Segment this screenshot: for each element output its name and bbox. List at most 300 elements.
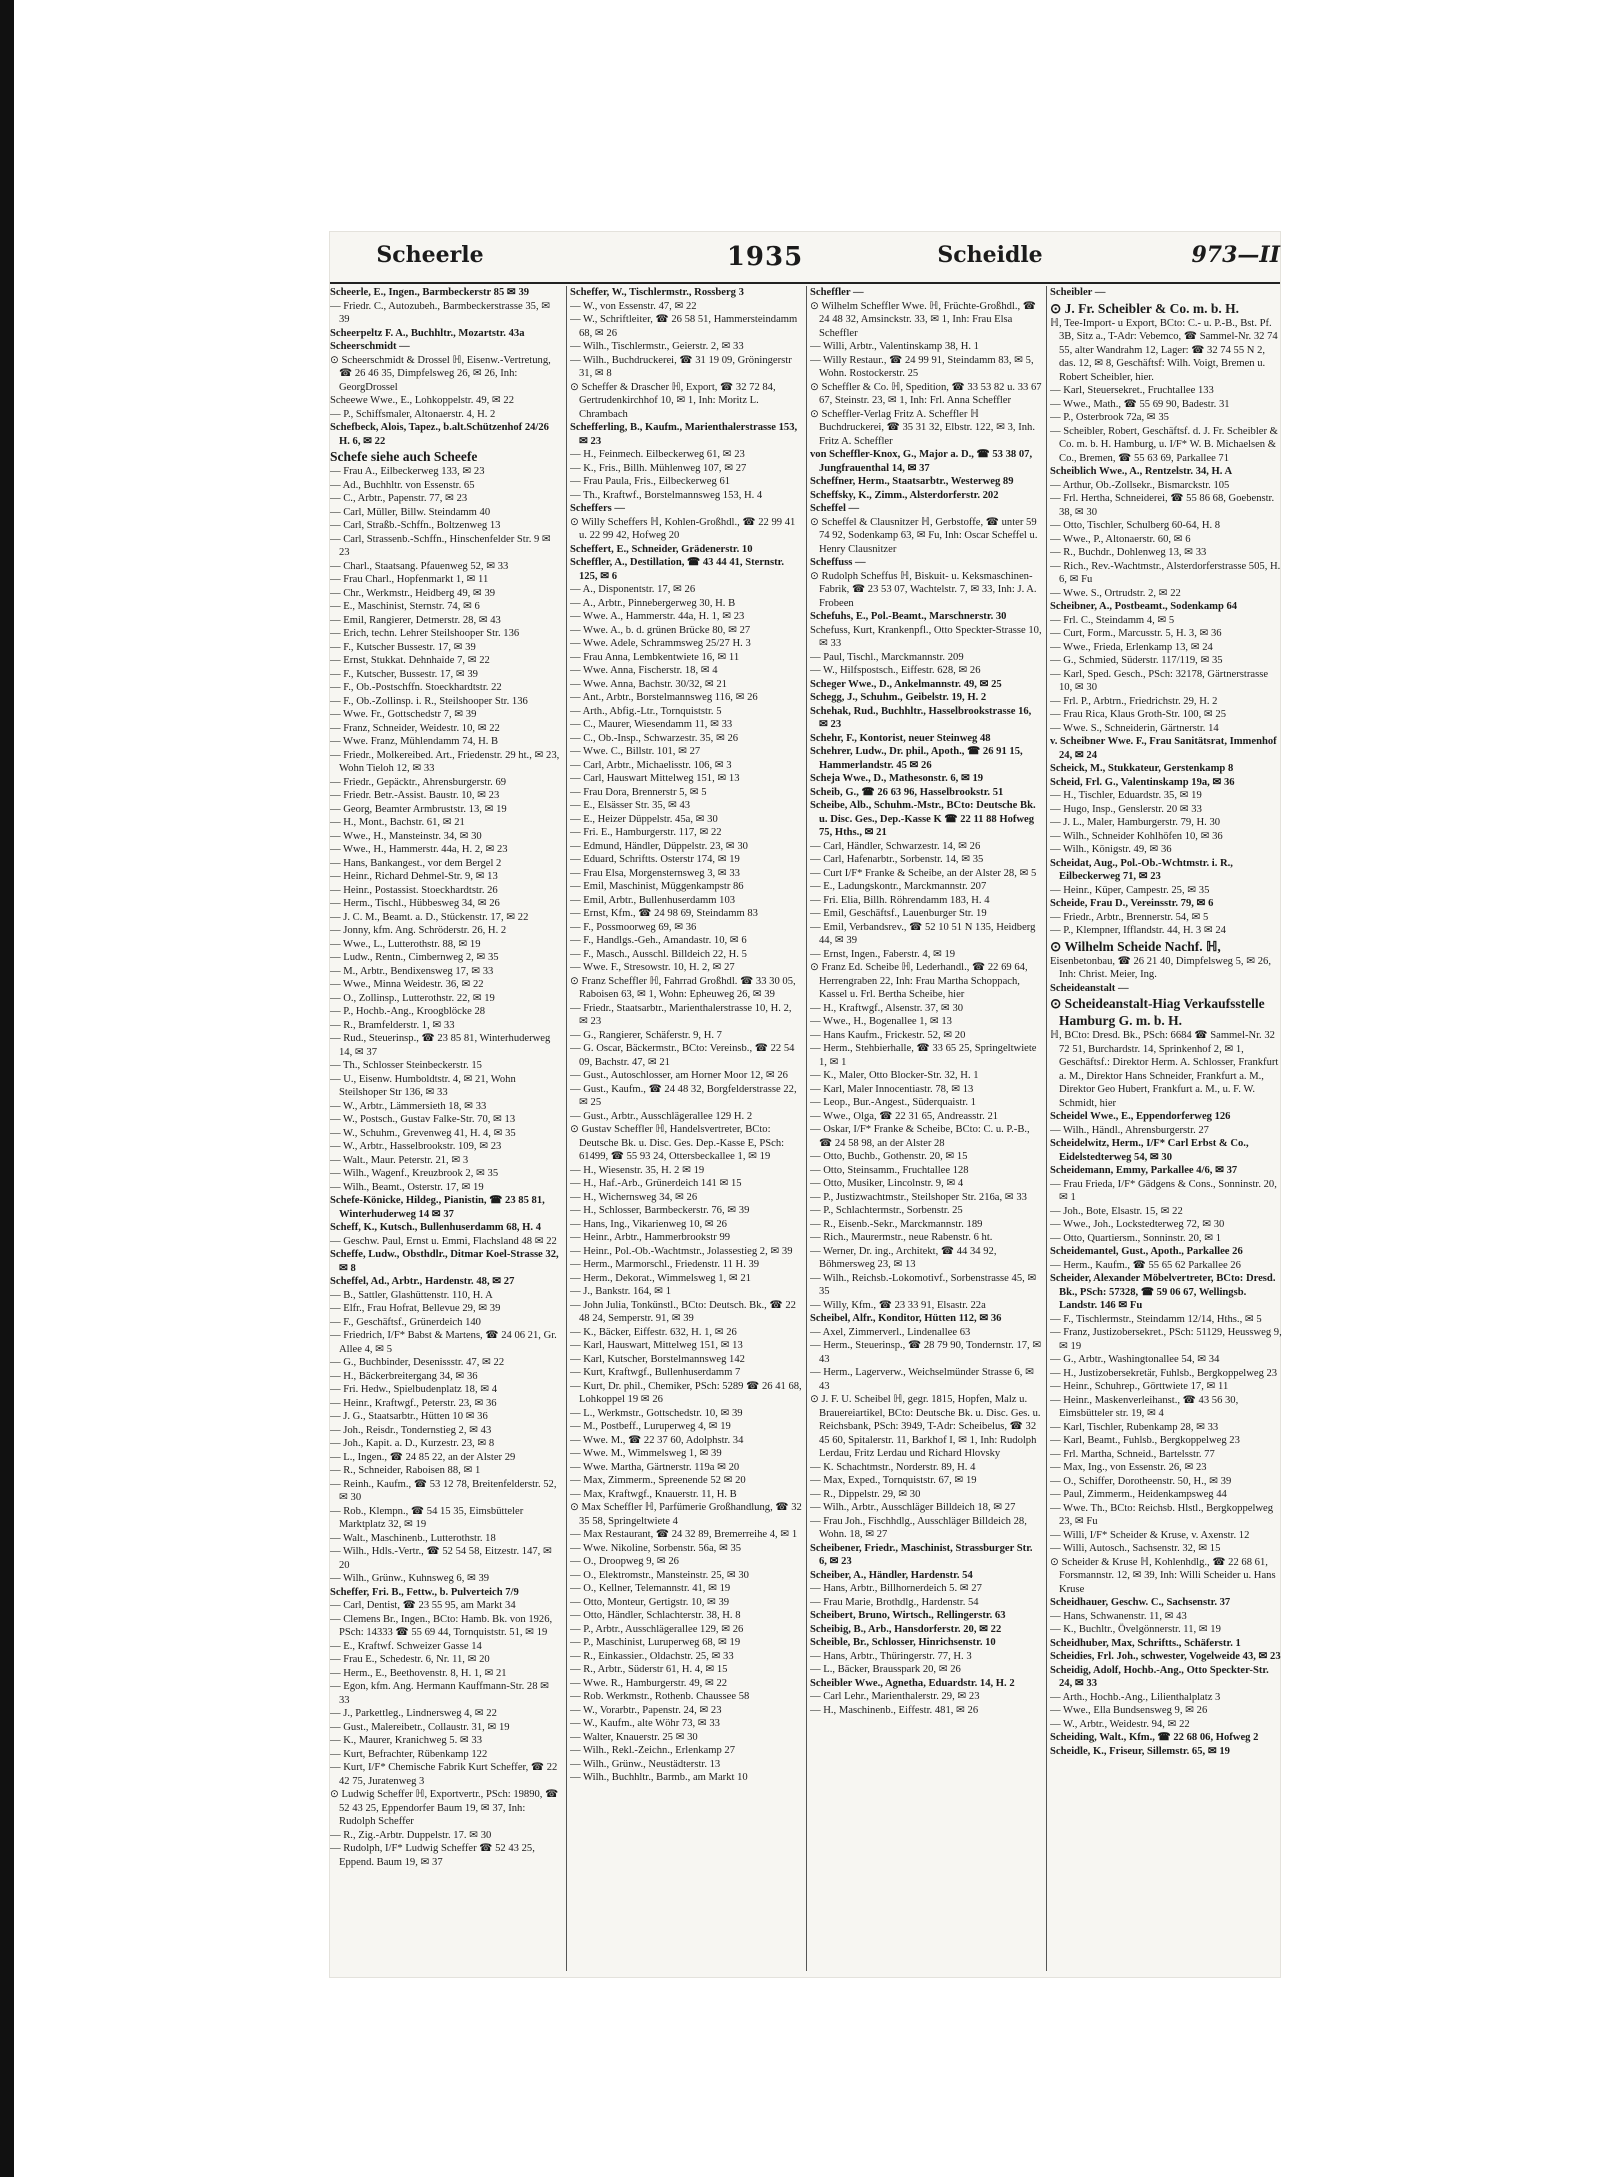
directory-entry: Scheibert, Bruno, Wirtsch., Rellingerstr. 63 [810,1610,1006,1621]
directory-entry: — Reinh., Kaufm., ☎ 53 12 78, Breitenfelderstr. 52, ✉ 30 [330,1478,557,1503]
directory-entry: — Heinr., Arbtr., Hammerbrookstr 99 [570,1232,731,1243]
directory-entry: — Heinr., Richard Dehmel-Str. 9, ✉ 13 [330,871,498,882]
directory-entry: — Wwe. A., Hammerstr. 44a, H. 1, ✉ 23 [570,611,745,622]
directory-entry: — Herm., Lagerverw., Weichselmünder Strasse 6, ✉ 43 [810,1367,1034,1392]
directory-entry: — Wilh., Königstr. 49, ✉ 36 [1050,844,1172,855]
directory-entry: Schefbeck, Alois, Tapez., b.alt.Schützenhof 24/26 H. 6, ✉ 22 [330,422,549,447]
directory-entry: — Gust., Malereibetr., Collaustr. 31, ✉ 19 [330,1721,510,1733]
directory-entry: — Emil, Geschäftsf., Lauenburger Str. 19 [810,908,987,919]
directory-entry: — Eduard, Schriftts. Osterstr 174, ✉ 19 [570,854,740,865]
directory-entry: ℍ, Tee-Import- u Export, BCto: C.- u. P.-B., Bst. Pf. 3B, Sitz a., T-Adr: Vebemco, ☎ Sammel-Nr. 32 74 55, alter Wandrahm 12, Lager: ☎ 32 74 55 N 2, das. 12, ✉ 8, Geschäftsf: Wilh. Voigt, Bremen u. Robert Scheibler, hier. [1050,317,1278,383]
directory-entry: — W., Schuhm., Grevenweg 41, H. 4, ✉ 35 [330,1127,516,1139]
directory-entry: — Max, Kraftwgf., Knauerstr. 11, H. B [570,1488,737,1500]
directory-entry: Schehak, Rud., Buchhltr., Hasselbrookstrasse 16, ✉ 23 [810,705,1032,730]
directory-entry: — P., Justizwachtmstr., Steilshoper Str. 216a, ✉ 33 [810,1191,1027,1203]
directory-entry: — Frl. C., Steindamm 4, ✉ 5 [1050,614,1175,626]
directory-entry: — Wilh., Grünw., Kuhnsweg 6, ✉ 39 [330,1573,490,1584]
directory-entry: ⊙ Scheider & Kruse ℍ, Kohlenhdlg., ☎ 22 68 61, Forsmannstr. 12, ✉ 39, Inh: Willi Scheider u. Hans Kruse [1050,1556,1276,1595]
directory-entry: Scheiding, Walt., Kfm., ☎ 22 68 06, Hofweg 2 [1050,1732,1259,1743]
directory-entry: Schehr, F., Kontorist, neuer Steinweg 48 [810,732,991,744]
directory-entry: — Axel, Zimmerverl., Lindenallee 63 [810,1326,971,1338]
directory-entry: — Wilh., Buchdruckerei, ☎ 31 19 09, Gröningerstr 31, ✉ 8 [570,354,792,379]
directory-entry: — K. Schachtmstr., Norderstr. 89, H. 4 [810,1461,976,1473]
directory-entry: — Scheibler, Robert, Geschäftsf. d. J. Fr. Scheibler & Co. m. b. H. Hamburg, u. I/F* W. B. Michaelsen & Co., Bremen, ☎ 55 63 69, Parkallee 71 [1050,425,1278,464]
directory-entry: — K., Maurer, Kranichweg 5. ✉ 33 [330,1735,483,1746]
directory-entry: — Wilh., Rekl.-Zeichn., Erlenkamp 27 [570,1745,736,1756]
directory-entry: Scheidat, Aug., Pol.-Ob.-Wchtmstr. i. R., Eilbeckerweg 71, ✉ 23 [1050,857,1233,882]
directory-entry: — Franz, Schneider, Weidestr. 10, ✉ 22 [330,722,500,734]
directory-entry: ⊙ Wilhelm Scheide Nachf. ℍ, [1050,938,1221,954]
directory-entry: — P., Maschinist, Luruperweg 68, ✉ 19 [570,1637,741,1648]
directory-entry: — Walter, Knauerstr. 25 ✉ 30 [570,1731,698,1743]
directory-entry: ⊙ Scheffler-Verlag Fritz A. Scheffler ℍ Buchdruckerei, ☎ 35 31 32, Elbstr. 122, ✉ 3, Inh. Fritz A. Scheffler [810,408,1035,447]
directory-entry: Scheffler, A., Destillation, ☎ 43 44 41, Sternstr. 125, ✉ 6 [570,557,784,582]
directory-entry: — Hans Kaufm., Frickestr. 52, ✉ 20 [810,1029,966,1041]
directory-entry: ⊙ Max Scheffler ℍ, Parfümerie Großhandlung, ☎ 32 35 58, Springeltwiete 4 [570,1502,802,1527]
directory-entry: — Carl, Arbtr., Michaelisstr. 106, ✉ 3 [570,759,732,771]
directory-entry: — F., Possmoorweg 69, ✉ 36 [570,921,697,933]
directory-entry: — Gust., Arbtr., Ausschlägerallee 129 H. 2 [570,1110,753,1122]
directory-entry: ⊙ J. F. U. Scheibel ℍ, gegr. 1815, Hopfen, Malz u. Brauereiartikel, BCto: Deutsche Bk. u. Disc. Ges. u. Reichsbank, PSch: 3949, T-Adr: Scheibelus, ☎ 32 45 60, Spitalerstr. 11, Barkhof I, ✉ 1, Inh: Rudolph Lerdau, Fritz Lerdau und Richard Hlovsky [810,1394,1041,1459]
directory-entry: — Rich., Maurermstr., neue Rabenstr. 6 ht. [810,1232,993,1243]
directory-entry: — W., Kaufm., alte Wöhr 73, ✉ 33 [570,1718,720,1729]
directory-entry: — Heinr., Maskenverleihanst., ☎ 43 56 30, Eimsbütteler str. 19, ✉ 4 [1050,1394,1239,1419]
directory-entry: — H., Wiesenstr. 35, H. 2 ✉ 19 [570,1164,705,1176]
directory-entry: — L., Ingen., ☎ 24 85 22, an der Alster 29 [330,1451,516,1463]
directory-entry: — Franz, Justizobersekret., PSch: 51129, Heussweg 9, ✉ 19 [1050,1327,1282,1352]
directory-entry: — Friedr., Arbtr., Brennerstr. 54, ✉ 5 [1050,911,1209,923]
directory-entry: — Edmund, Händler, Düppelstr. 23, ✉ 30 [570,840,748,852]
directory-entry: — Wwe., H., Mansteinstr. 34, ✉ 30 [330,830,482,842]
directory-entry: — Wilh., Grünw., Neustädterstr. 13 [570,1758,721,1770]
directory-entry: — J. C. M., Beamt. a. D., Stückenstr. 17, ✉ 22 [330,911,529,923]
directory-entry: — Frau Frieda, I/F* Gädgens & Cons., Sonninstr. 20, ✉ 1 [1050,1178,1277,1203]
directory-entry: — Kurt, I/F* Chemische Fabrik Kurt Scheffer, ☎ 22 42 75, Juratenweg 3 [330,1762,558,1787]
directory-entry: Scheger Wwe., D., Ankelmannstr. 49, ✉ 25 [810,678,1002,690]
directory-entry: Scheffel — [810,503,860,514]
directory-entry: — Ad., Buchhltr. von Essenstr. 65 [330,479,475,491]
directory-entry: Scheffers — [570,503,626,514]
directory-entry: — J. G., Staatsarbtr., Hütten 10 ✉ 36 [330,1411,488,1422]
directory-entry: — Friedr., Staatsarbtr., Marienthalerstrasse 10, H. 2, ✉ 23 [570,1002,792,1027]
directory-entry: — Friedr., Gepäcktr., Ahrensburgerstr. 69 [330,776,507,788]
directory-entry: — Karl, Hauswart, Mittelweg 151, ✉ 13 [570,1340,743,1351]
directory-entry: — Heinr., Pol.-Ob.-Wachtmstr., Jolassestieg 2, ✉ 39 [570,1245,793,1257]
directory-entry: — Hans, Schwanenstr. 11, ✉ 43 [1050,1610,1187,1622]
directory-column-3 [810,286,1042,1971]
directory-entry: — Wwe. Nikoline, Sorbenstr. 56a, ✉ 35 [570,1542,742,1554]
directory-entry: — O., Zollinsp., Lutterothstr. 22, ✉ 19 [330,992,495,1004]
directory-entry: — Willi, I/F* Scheider & Kruse, v. Axenstr. 12 [1050,1529,1250,1541]
directory-entry: — Herm., E., Beethovenstr. 8, H. 1, ✉ 21 [330,1667,507,1679]
directory-entry: — E., Ladungskontr., Marckmannstr. 207 [810,881,987,892]
directory-entry: — L., Bäcker, Brausspark 20, ✉ 26 [810,1664,961,1675]
directory-entry: — Frl. P., Arbtrn., Friedrichstr. 29, H. 2 [1050,695,1218,707]
directory-entry: — Frau Charl., Hopfenmarkt 1, ✉ 11 [330,574,489,585]
directory-entry: — W., Vorarbtr., Papenstr. 24, ✉ 23 [570,1704,722,1716]
directory-entry: — Wwe., P., Altonaerstr. 60, ✉ 6 [1050,533,1191,545]
directory-entry: ⊙ J. Fr. Scheibler & Co. m. b. H. [1050,300,1240,316]
directory-entry: — Ernst, Kfm., ☎ 24 98 69, Steindamm 83 [570,908,758,919]
directory-entry: Scheffsky, K., Zimm., Alsterdorferstr. 202 [810,489,999,501]
directory-entry: — C., Arbtr., Papenstr. 77, ✉ 23 [330,493,468,504]
directory-entry: Scheiblich Wwe., A., Rentzelstr. 34, H. A [1050,466,1233,477]
directory-entry: Schegg, J., Schuhm., Geibelstr. 19, H. 2 [810,692,987,703]
directory-entry: — Kurt, Dr. phil., Chemiker, PSch: 5289 ☎ 26 41 68, Lohkoppel 19 ✉ 26 [570,1380,802,1405]
directory-entry: ⊙ Scheideanstalt-Hiag Verkaufsstelle Hamburg G. m. b. H. [1050,996,1265,1028]
directory-entry: ⊙ Rudolph Scheffus ℍ, Biskuit- u. Keksmaschinen-Fabrik, ☎ 23 53 07, Wachtelstr. 7, ✉ 33, Inh: J. A. Frobeen [810,570,1037,609]
directory-entry: — Herm., Kaufm., ☎ 55 65 62 Parkallee 26 [1050,1259,1241,1271]
directory-entry: — Carl Lehr., Marienthalerstr. 29, ✉ 23 [810,1691,980,1702]
directory-entry: — Th., Schlosser Steinbeckerstr. 15 [330,1060,482,1071]
directory-entry: — Friedr. C., Autozubeh., Barmbeckerstrasse 35, ✉ 39 [330,300,551,325]
directory-entry: — H., Bäckerbreitergang 34, ✉ 36 [330,1370,478,1382]
directory-entry: — Emil, Rangierer, Detmerstr. 28, ✉ 43 [330,614,501,626]
directory-entry: — Heinr., Kraftwgf., Peterstr. 23, ✉ 36 [330,1397,497,1409]
directory-entry: Scheibener, Friedr., Maschinist, Strassburger Str. 6, ✉ 23 [810,1542,1033,1567]
directory-entry: — A., Disponentstr. 17, ✉ 26 [570,584,696,595]
directory-entry: — Wwe. C., Billstr. 101, ✉ 27 [570,746,701,757]
directory-entry: — Egon, kfm. Ang. Hermann Kauffmann-Str. 28 ✉ 33 [330,1681,550,1706]
directory-entry: — Max, Ing., von Essenstr. 26, ✉ 23 [1050,1462,1207,1473]
directory-entry: Scheidel Wwe., E., Eppendorferweg 126 [1050,1111,1231,1122]
directory-entry: — Otto, Tischler, Schulberg 60-64, H. 8 [1050,520,1221,531]
directory-entry: — Wilh., Wagenf., Kreuzbrook 2, ✉ 35 [330,1168,499,1179]
directory-entry: — Carl, Müller, Billw. Steindamm 40 [330,506,491,518]
directory-entry: — J. L., Maler, Hamburgerstr. 79, H. 30 [1050,817,1221,828]
directory-column-4 [1050,286,1282,1971]
directory-entry: — R., Dippelstr. 29, ✉ 30 [810,1488,921,1500]
directory-entry: Schefuhs, E., Pol.-Beamt., Marschnerstr. 30 [810,611,1007,622]
directory-entry: — Elfr., Frau Hofrat, Bellevue 29, ✉ 39 [330,1303,501,1314]
directory-entry: Scheide, Frau D., Vereinsstr. 79, ✉ 6 [1050,898,1214,909]
directory-entry: — H., Mont., Bachstr. 61, ✉ 21 [330,817,465,828]
directory-entry: — W., Arbtr., Hasselbrookstr. 109, ✉ 23 [330,1141,502,1152]
directory-entry: — F., Ob.-Zollinsp. i. R., Steilshooper Str. 136 [330,695,528,707]
directory-entry: — Otto, Monteur, Gertigstr. 10, ✉ 39 [570,1596,730,1608]
directory-entry: — Fri. Elia, Billh. Röhrendamm 183, H. 4 [810,894,990,906]
directory-entry: — W., von Essenstr. 47, ✉ 22 [570,300,697,312]
directory-entry: Scheffler — [810,287,864,298]
directory-entry: Schefferling, B., Kaufm., Marienthalerstrasse 153, ✉ 23 [570,422,798,447]
directory-entry: — R., Eisenb.-Sekr., Marckmannstr. 189 [810,1218,983,1230]
directory-entry: — L., Werkmstr., Gottschedstr. 10, ✉ 39 [570,1407,743,1419]
directory-entry: — J., Parkettleg., Lindnersweg 4, ✉ 22 [330,1708,497,1719]
directory-entry: — H., Schlosser, Barmbeckerstr. 76, ✉ 39 [570,1205,750,1216]
directory-entry: — Karl, Tischler, Rubenkamp 28, ✉ 33 [1050,1421,1219,1433]
directory-entry: Scheibler Wwe., Agnetha, Eduardstr. 14, H. 2 [810,1677,1015,1689]
directory-entry: — H., Tischler, Eduardstr. 35, ✉ 19 [1050,790,1202,801]
directory-entry: — P., Osterbrook 72a, ✉ 35 [1050,412,1169,423]
directory-entry: — W., Arbtr., Weidestr. 94, ✉ 22 [1050,1718,1190,1730]
directory-entry: Scheible, Br., Schlosser, Hinrichsenstr. 10 [810,1637,996,1648]
directory-entry: Scheibe, Alb., Schuhm.-Mstr., BCto: Deutsche Bk. u. Disc. Ges., Dep.-Kasse K ☎ 22 11 88 Hofweg 75, Hths., ✉ 21 [810,800,1036,838]
directory-entry: — Rob., Klempn., ☎ 54 15 35, Eimsbütteler Marktplatz 32, ✉ 19 [330,1505,524,1530]
directory-entry: — Ernst, Stukkat. Dehnhaide 7, ✉ 22 [330,655,490,666]
directory-entry: — Hugo, Insp., Genslerstr. 20 ✉ 33 [1050,803,1202,815]
directory-entry: — F., Geschäftsf., Grünerdeich 140 [330,1316,481,1328]
directory-entry: — Wilh., Arbtr., Ausschläger Billdeich 18, ✉ 27 [810,1502,1016,1513]
directory-entry: Scheidhauer, Geschw. C., Sachsenstr. 37 [1050,1597,1231,1608]
directory-entry: ⊙ Gustav Scheffler ℍ, Handelsvertreter, BCto: Deutsche Bk. u. Disc. Ges. Dep.-Kasse E, PSch: 61499, ☎ 55 93 24, Ottersbeckallee 1, ✉ 19 [570,1124,785,1162]
directory-entry: — Arth., Abfig.-Ltr., Tornquiststr. 5 [570,705,722,717]
directory-entry: — Herm., Marmorschl., Friedenstr. 11 H. 39 [570,1259,760,1270]
directory-entry: — Arthur, Ob.-Zollsekr., Bismarckstr. 105 [1050,479,1230,491]
directory-entry: — Frau Elsa, Morgensternsweg 3, ✉ 33 [570,867,740,879]
directory-entry: — Karl, Maler Innocentiastr. 78, ✉ 13 [810,1083,974,1095]
directory-entry: ⊙ Franz Ed. Scheibe ℍ, Lederhandl., ☎ 22 69 64, Herrengraben 22, Inh: Frau Martha Schoppach, Kassel u. Frl. Bertha Scheibe, hier [810,962,1028,1000]
directory-entry: — Hans, Ing., Vikarienweg 10, ✉ 26 [570,1218,727,1230]
directory-entry: — Willy Restaur., ☎ 24 99 91, Steindamm 83, ✉ 5, Wohn. Rostockerstr. 25 [810,354,1034,379]
directory-entry: — Wilh., Reichsb.-Lokomotivf., Sorbenstrasse 45, ✉ 35 [810,1272,1037,1297]
directory-entry: — Fri. E., Hamburgerstr. 117, ✉ 22 [570,827,722,838]
directory-entry: — W., Postsch., Gustav Falke-Str. 70, ✉ 13 [330,1114,516,1125]
directory-entry: Scheick, M., Stukkateur, Gerstenkamp 8 [1050,763,1234,774]
directory-entry: — Otto, Händler, Schlachterstr. 38, H. 8 [570,1610,741,1621]
directory-entry: — E., Kraftwf. Schweizer Gasse 14 [330,1640,482,1652]
directory-entry: — H., Justizobersekretär, Fuhlsb., Bergkoppelweg 23 [1050,1367,1278,1379]
directory-entry: — Wilh., Händl., Ahrensburgerstr. 27 [1050,1124,1209,1136]
directory-entry: — E., Maschinist, Sternstr. 74, ✉ 6 [330,601,480,612]
directory-entry: — F., Ob.-Postschffn. Stoeckhardtstr. 22 [330,682,502,693]
directory-entry: Scheidemann, Emmy, Parkallee 4/6, ✉ 37 [1050,1165,1238,1176]
directory-entry: Scheidig, Adolf, Hochb.-Ang., Otto Speckter-Str. 24, ✉ 33 [1050,1664,1269,1689]
directory-entry: — Charl., Staatsang. Pfauenweg 52, ✉ 33 [330,560,509,572]
directory-entry: — Emil, Verbandsrev., ☎ 52 10 51 N 135, Heidberg 44, ✉ 39 [810,921,1036,946]
directory-entry: — Wwe. Anna, Fischerstr. 18, ✉ 4 [570,665,718,676]
directory-entry: — John Julia, Tonkünstl., BCto: Deutsch. Bk., ☎ 22 48 24, Semperstr. 91, ✉ 39 [570,1299,796,1324]
directory-entry: — Curt, Form., Marcusstr. 5, H. 3, ✉ 36 [1050,628,1222,639]
directory-entry: — Hans, Bankangest., vor dem Bergel 2 [330,857,502,869]
directory-entry: — Emil, Maschinist, Müggenkampstr 86 [570,881,744,892]
directory-entry: Schefe-Könicke, Hildeg., Pianistin, ☎ 23 85 81, Winterhuderweg 14 ✉ 37 [330,1195,545,1220]
directory-entry: v. Scheibner Wwe. F., Frau Sanitätsrat, Immenhof 24, ✉ 24 [1050,736,1277,761]
directory-entry: Scheibner, A., Postbeamt., Sodenkamp 64 [1050,601,1238,612]
directory-entry: — Frau Anna, Lembkentwiete 16, ✉ 11 [570,651,740,663]
directory-entry: Scheibig, B., Arb., Hansdorferstr. 20, ✉ 22 [810,1623,1002,1635]
directory-entry: — Frau Marie, Brothdlg., Hardenstr. 54 [810,1596,979,1608]
directory-entry: ⊙ Scheerschmidt & Drossel ℍ, Eisenw.-Vertretung, ☎ 26 46 35, Dimpfelsweg 26, ✉ 26, Inh: GeorgDrossel [330,354,551,393]
directory-entry: — Walt., Maur. Peterstr. 21, ✉ 3 [330,1154,469,1166]
directory-entry: — K., Maler, Otto Blocker-Str. 32, H. 1 [810,1070,979,1081]
directory-entry: — Max, Exped., Tornquiststr. 67, ✉ 19 [810,1475,977,1486]
directory-entry: Scheidhuber, Max, Schriftts., Schäferstr. 1 [1050,1637,1241,1649]
directory-entry: — Arth., Hochb.-Ang., Lilienthalplatz 3 [1050,1691,1221,1703]
directory-entry: — Wwe. Fr., Gottschedstr 7, ✉ 39 [330,709,477,720]
directory-entry: — Rudolph, I/F* Ludwig Scheffer ☎ 52 43 25, Eppend. Baum 19, ✉ 37 [330,1843,535,1868]
directory-entry: — P., Schiffsmaler, Altonaerstr. 4, H. 2 [330,408,496,420]
directory-entry: Schefuss, Kurt, Krankenpfl., Otto Speckter-Strasse 10, ✉ 33 [810,624,1042,649]
directory-column-1 [330,286,562,1971]
directory-entry: — H., Haf.-Arb., Grünerdeich 141 ✉ 15 [570,1178,742,1189]
directory-entry: — U., Eisenw. Humboldtstr. 4, ✉ 21, Wohn Steilshoper Str 136, ✉ 33 [330,1073,516,1098]
directory-entry: — Erich, techn. Lehrer Steilshooper Str. 136 [330,628,520,639]
directory-entry: — Frau Dora, Brennerstr 5, ✉ 5 [570,786,707,798]
directory-entry: Scheibel, Alfr., Konditor, Hütten 112, ✉ 36 [810,1313,1002,1324]
directory-entry: — Herm., Tischl., Hübbesweg 34, ✉ 26 [330,898,500,909]
directory-entry: — R., Buchdr., Dohlenweg 13, ✉ 33 [1050,547,1207,558]
directory-entry: — Walt., Maschinenb., Lutterothstr. 18 [330,1532,496,1544]
directory-entry: — Frl. Hertha, Schneiderei, ☎ 55 86 68, Goebenstr. 38, ✉ 30 [1050,493,1275,518]
directory-entry: — Wwe. M., ☎ 22 37 60, Adolphstr. 34 [570,1434,744,1446]
directory-entry: — Wwe. Adele, Schrammsweg 25/27 H. 3 [570,638,751,649]
directory-entry: — R., Arbtr., Süderstr 61, H. 4, ✉ 15 [570,1664,728,1675]
directory-entry: Scheewe Wwe., E., Lohkoppelstr. 49, ✉ 22 [330,395,515,406]
directory-entry: — C., Ob.-Insp., Schwarzestr. 35, ✉ 26 [570,732,739,744]
directory-entry: ⊙ Wilhelm Scheffler Wwe. ℍ, Früchte-Großhdl., ☎ 24 48 32, Amsinckstr. 33, ✉ 1, Inh: Frau Elsa Scheffler [810,300,1036,339]
directory-entry: — O., Elektromstr., Mansteinstr. 25, ✉ 30 [570,1569,749,1581]
directory-entry: — W., Schriftleiter, ☎ 26 58 51, Hammersteindamm 68, ✉ 26 [570,314,798,339]
directory-entry: Scheibler — [1050,287,1106,298]
directory-entry: — Wilh., Beamt., Osterstr. 17, ✉ 19 [330,1181,484,1193]
directory-entry: — Willi, Arbtr., Valentinskamp 38, H. 1 [810,341,979,352]
header-last-name: Scheidle [937,242,1043,268]
directory-entry: — Wwe., Olga, ☎ 22 31 65, Andreasstr. 21 [810,1110,999,1122]
directory-entry: — Frau Paula, Fris., Eilbeckerweg 61 [570,476,731,487]
directory-entry: — Wwe. F., Stresowstr. 10, H. 2, ✉ 27 [570,962,735,973]
directory-entry: — P., Arbtr., Ausschlägerallee 129, ✉ 26 [570,1623,744,1635]
directory-entry: ⊙ Ludwig Scheffer ℍ, Exportvertr., PSch: 19890, ☎ 52 43 25, Eppendorfer Baum 19, ✉ 37, Inh: Rudolph Scheffer [330,1789,559,1827]
directory-entry: — Frau E., Schedestr. 6, Nr. 11, ✉ 20 [330,1654,490,1665]
directory-entry: Scheerle, E., Ingen., Barmbeckerstr 85 ✉ 39 [330,287,530,298]
directory-entry: — Wwe., Frieda, Erlenkamp 13, ✉ 24 [1050,641,1213,653]
directory-entry: — Karl, Beamt., Fuhlsb., Bergkoppelweg 23 [1050,1435,1240,1446]
directory-entry: — Carl, Strassenb.-Schffn., Hinschenfelder Str. 9 ✉ 23 [330,533,551,558]
directory-entry: — Carl, Straßb.-Schffn., Boltzenweg 13 [330,520,501,531]
header-first-name: Scheerle [376,242,484,268]
directory-entry: — Carl, Hauswart Mittelweg 151, ✉ 13 [570,773,740,784]
directory-entry: — Fri. Hedw., Spielbudenplatz 18, ✉ 4 [330,1384,498,1395]
directory-entry: — Wilh., Schneider Kohlhöfen 10, ✉ 36 [1050,830,1223,842]
directory-entry: Scheiber, A., Händler, Hardenstr. 54 [810,1569,973,1581]
directory-entry: — M., Postbeff., Luruperweg 4, ✉ 19 [570,1421,731,1432]
directory-entry: — Joh., Bote, Elsastr. 15, ✉ 22 [1050,1205,1183,1217]
directory-entry: — Emil, Arbtr., Bullenhuserdamm 103 [570,894,736,906]
directory-entry: — Leop., Bur.-Angest., Süderquaistr. 1 [810,1097,976,1108]
directory-entry: — Heinr., Postassist. Stoeckhardtstr. 26 [330,884,498,896]
directory-entry: — Otto, Quartiersm., Sonninstr. 20, ✉ 1 [1050,1232,1222,1244]
directory-entry: — Wwe., Math., ☎ 55 69 90, Badestr. 31 [1050,398,1230,410]
directory-entry: — Max Restaurant, ☎ 24 32 89, Bremerreihe 4, ✉ 1 [570,1529,798,1540]
directory-entry: — H., Maschinenb., Eiffestr. 481, ✉ 26 [810,1704,979,1716]
directory-entry: ⊙ Scheffer & Drascher ℍ, Export, ☎ 32 72 84, Gertrudenkirchhof 10, ✉ 1, Inh: Moritz L. Chrambach [570,381,776,420]
directory-entry: — F., Tischlermstr., Steindamm 12/14, Hths., ✉ 5 [1050,1313,1262,1325]
directory-entry: — Wwe., L., Lutterothstr. 88, ✉ 19 [330,938,481,950]
directory-entry: — Wwe., Ella Bundsensweg 9, ✉ 26 [1050,1705,1208,1716]
directory-entry: — G. Oscar, Bäckermstr., BCto: Vereinsb., ☎ 22 54 09, Bachstr. 47, ✉ 21 [570,1043,795,1068]
directory-column-2 [570,286,802,1971]
directory-entry: — Paul, Tischl., Marckmannstr. 209 [810,651,964,663]
column-divider [566,286,567,1971]
directory-entry: — Paul, Zimmerm., Heidenkampsweg 44 [1050,1489,1227,1500]
directory-entry: — Herm., Dekorat., Wimmelsweg 1, ✉ 21 [570,1272,751,1284]
directory-entry: — Wilh., Hdls.-Vertr., ☎ 52 54 58, Eitzestr. 147, ✉ 20 [330,1546,552,1571]
directory-entry: — H., Kraftwgf., Alsenstr. 37, ✉ 30 [810,1002,964,1014]
directory-entry: — P., Klempner, Ifflandstr. 44, H. 3 ✉ 24 [1050,925,1226,936]
directory-entry: — Ludw., Rentn., Cimbernweg 2, ✉ 35 [330,952,499,963]
directory-entry: — Willy, Kfm., ☎ 23 33 91, Elsastr. 22a [810,1299,986,1311]
directory-entry: — A., Arbtr., Pinnebergerweg 30, H. B [570,597,736,609]
directory-entry: — Ant., Arbtr., Borstelmannsweg 116, ✉ 26 [570,692,758,703]
directory-entry: — Frau A., Eilbeckerweg 133, ✉ 23 [330,466,485,477]
directory-entry: — K., Buchltr., Övelgönnerstr. 11, ✉ 19 [1050,1624,1221,1635]
directory-entry: — Georg, Beamter Armbruststr. 13, ✉ 19 [330,803,507,815]
directory-entry: Scheff, K., Kutsch., Bullenhuserdamm 68, H. 4 [330,1222,542,1233]
directory-entry: — Joh., Reisdr., Tondernstieg 2, ✉ 43 [330,1424,492,1436]
directory-entry: — Karl, Steuersekret., Fruchtallee 133 [1050,385,1214,396]
directory-entry: — W., Hilfspostsch., Eiffestr. 628, ✉ 26 [810,665,981,676]
directory-entry: — Carl, Dentist, ☎ 23 55 95, am Markt 34 [330,1600,516,1611]
page-number: 973—II [1191,242,1280,268]
directory-entry: Scheffuss — [810,557,866,568]
directory-page [330,232,1280,1977]
directory-entry: Eisenbetonbau, ☎ 26 21 40, Dimpfelsweg 5, ✉ 26, Inh: Christ. Meier, Ing. [1050,955,1271,980]
directory-entry: — Wwe., Joh., Lockstedterweg 72, ✉ 30 [1050,1219,1225,1230]
directory-entry: — Rud., Steuerinsp., ☎ 23 85 81, Winterhuderweg 14, ✉ 37 [330,1033,551,1058]
directory-entry: — Friedr., Molkereibed. Art., Friedenstr. 29 ht., ✉ 23, Wohn Tieloh 12, ✉ 33 [330,749,560,774]
directory-entry: — F., Handlgs.-Geh., Amandastr. 10, ✉ 6 [570,935,747,946]
directory-entry: — H., Feinmech. Eilbeckerweg 61, ✉ 23 [570,449,745,460]
directory-entry: ℍ, BCto: Dresd. Bk., PSch: 6684 ☎ Sammel-Nr. 32 72 51, Burchardstr. 14, Sprinkenhof 2, ✉ 1, Geschäftsf.: Direktor Herm. A. Schlosser, Frankfurt a. M., Direktor Hans Schneider, Frankfurt a. M., Direktor Geo Hubert, Frankfurt a. M., u. F. W. Schmidt, hier [1050,1030,1279,1109]
directory-entry: — Otto, Buchb., Gothenstr. 20, ✉ 15 [810,1151,968,1162]
directory-entry: — R., Einkassier., Oldachstr. 25, ✉ 33 [570,1650,734,1662]
directory-entry: — Clemens Br., Ingen., BCto: Hamb. Bk. von 1926, PSch: 14333 ☎ 55 69 44, Tornquiststr. 51, ✉ 19 [330,1613,553,1638]
directory-entry: — Friedr. Betr.-Assist. Baustr. 10, ✉ 23 [330,790,500,801]
directory-entry: — Wwe. Martha, Gärtnerstr. 119a ✉ 20 [570,1461,740,1473]
directory-entry: — Rich., Rev.-Wachtmstr., Alsterdorferstrasse 505, H. 6, ✉ Fu [1050,560,1281,585]
directory-entry: — C., Maurer, Wiesendamm 11, ✉ 33 [570,719,733,730]
directory-entry: — Wwe., H., Bogenallee 1, ✉ 13 [810,1016,952,1027]
directory-entry: — Wwe. Franz, Mühlendamm 74, H. B [330,736,499,747]
directory-entry: — Frl. Martha, Schneid., Bartelsstr. 77 [1050,1448,1215,1460]
directory-entry: — Wwe. M., Wimmelsweg 1, ✉ 39 [570,1448,722,1459]
directory-entry: — K., Bäcker, Eiffestr. 632, H. 1, ✉ 26 [570,1326,737,1338]
directory-entry: — G., Schmied, Süderstr. 117/119, ✉ 35 [1050,655,1223,666]
directory-entry: — Wwe. R., Hamburgerstr. 49, ✉ 22 [570,1677,728,1689]
directory-entry: — Wwe. S., Schneiderin, Gärtnerstr. 14 [1050,722,1219,734]
directory-entry: — Karl, Sped. Gesch., PSch: 32178, Gärtnerstrasse 10, ✉ 30 [1050,668,1269,693]
directory-entry: ⊙ Franz Scheffler ℍ, Fahrrad Großhdl. ☎ 33 30 05, Raboisen 63, ✉ 1, Wohn: Epheuweg 26, ✉ 39 [570,975,796,1000]
directory-entry: — Willi, Autosch., Sachsenstr. 32, ✉ 15 [1050,1543,1221,1554]
directory-entry: — B., Sattler, Glashüttenstr. 110, H. A [330,1289,493,1301]
directory-entry: — Carl, Hafenarbtr., Sorbenstr. 14, ✉ 35 [810,854,984,865]
scan-edge [0,0,14,2177]
directory-entry: — Otto, Steinsamm., Fruchtallee 128 [810,1164,969,1176]
directory-entry: — Wwe., H., Hammerstr. 44a, H. 2, ✉ 23 [330,844,508,855]
directory-entry: Scheidemantel, Gust., Apoth., Parkallee 26 [1050,1246,1243,1257]
header-year: 1935 [726,242,804,272]
directory-entry: — R., Bramfelderstr. 1, ✉ 33 [330,1019,455,1031]
directory-entry: ⊙ Willy Scheffers ℍ, Kohlen-Großhdl., ☎ 22 99 41 u. 22 99 42, Hofweg 20 [570,516,796,541]
directory-entry: — Kurt, Kraftwgf., Bullenhuserdamm 7 [570,1367,741,1378]
directory-entry: Scheja Wwe., D., Mathesonstr. 6, ✉ 19 [810,773,984,784]
directory-entry: Scheider, Alexander Möbelvertreter, BCto: Dresd. Bk., PSch: 57328, ☎ 59 06 67, Wellingsb. Landstr. 146 ✉ Fu [1050,1273,1276,1311]
directory-entry: ⊙ Scheffler & Co. ℍ, Spedition, ☎ 33 53 82 u. 33 67 67, Steinstr. 23, ✉ 1, Inh: Frl. Anna Scheffler [810,381,1042,406]
directory-entry: — Wilh., Buchhltr., Barmb., am Markt 10 [570,1772,748,1783]
directory-entry: Scheffner, Herm., Staatsarbtr., Westerweg 89 [810,476,1014,487]
directory-entry: — O., Droopweg 9, ✉ 26 [570,1556,679,1567]
directory-entry: — O., Kellner, Telemannstr. 41, ✉ 19 [570,1583,731,1594]
directory-entry: — J., Bankstr. 164, ✉ 1 [570,1286,671,1297]
directory-entry: — Gust., Autoschlosser, am Horner Moor 12, ✉ 26 [570,1070,788,1081]
directory-entry: — F., Kutscher Bussestr. 17, ✉ 39 [330,641,476,653]
directory-entry: — P., Hochb.-Ang., Kroogblöcke 28 [330,1006,486,1017]
directory-entry: — Frau Joh., Fischhdlg., Ausschläger Billdeich 28, Wohn. 18, ✉ 27 [810,1515,1027,1540]
directory-entry: — Hans, Arbtr., Thüringerstr. 77, H. 3 [810,1650,972,1662]
directory-entry: — Wwe. Th., BCto: Reichsb. Hlstl., Bergkoppelweg 23, ✉ Fu [1050,1502,1274,1527]
directory-entry: ⊙ Scheffel & Clausnitzer ℍ, Gerbstoffe, ☎ unter 59 74 92, Sodenkamp 63, ✉ Fu, Inh: Oscar Scheffel u. Henry Clausnitzer [810,516,1038,555]
directory-entry: Scheffe, Ludw., Obsthdlr., Ditmar Koel-Strasse 32, ✉ 8 [330,1249,559,1274]
